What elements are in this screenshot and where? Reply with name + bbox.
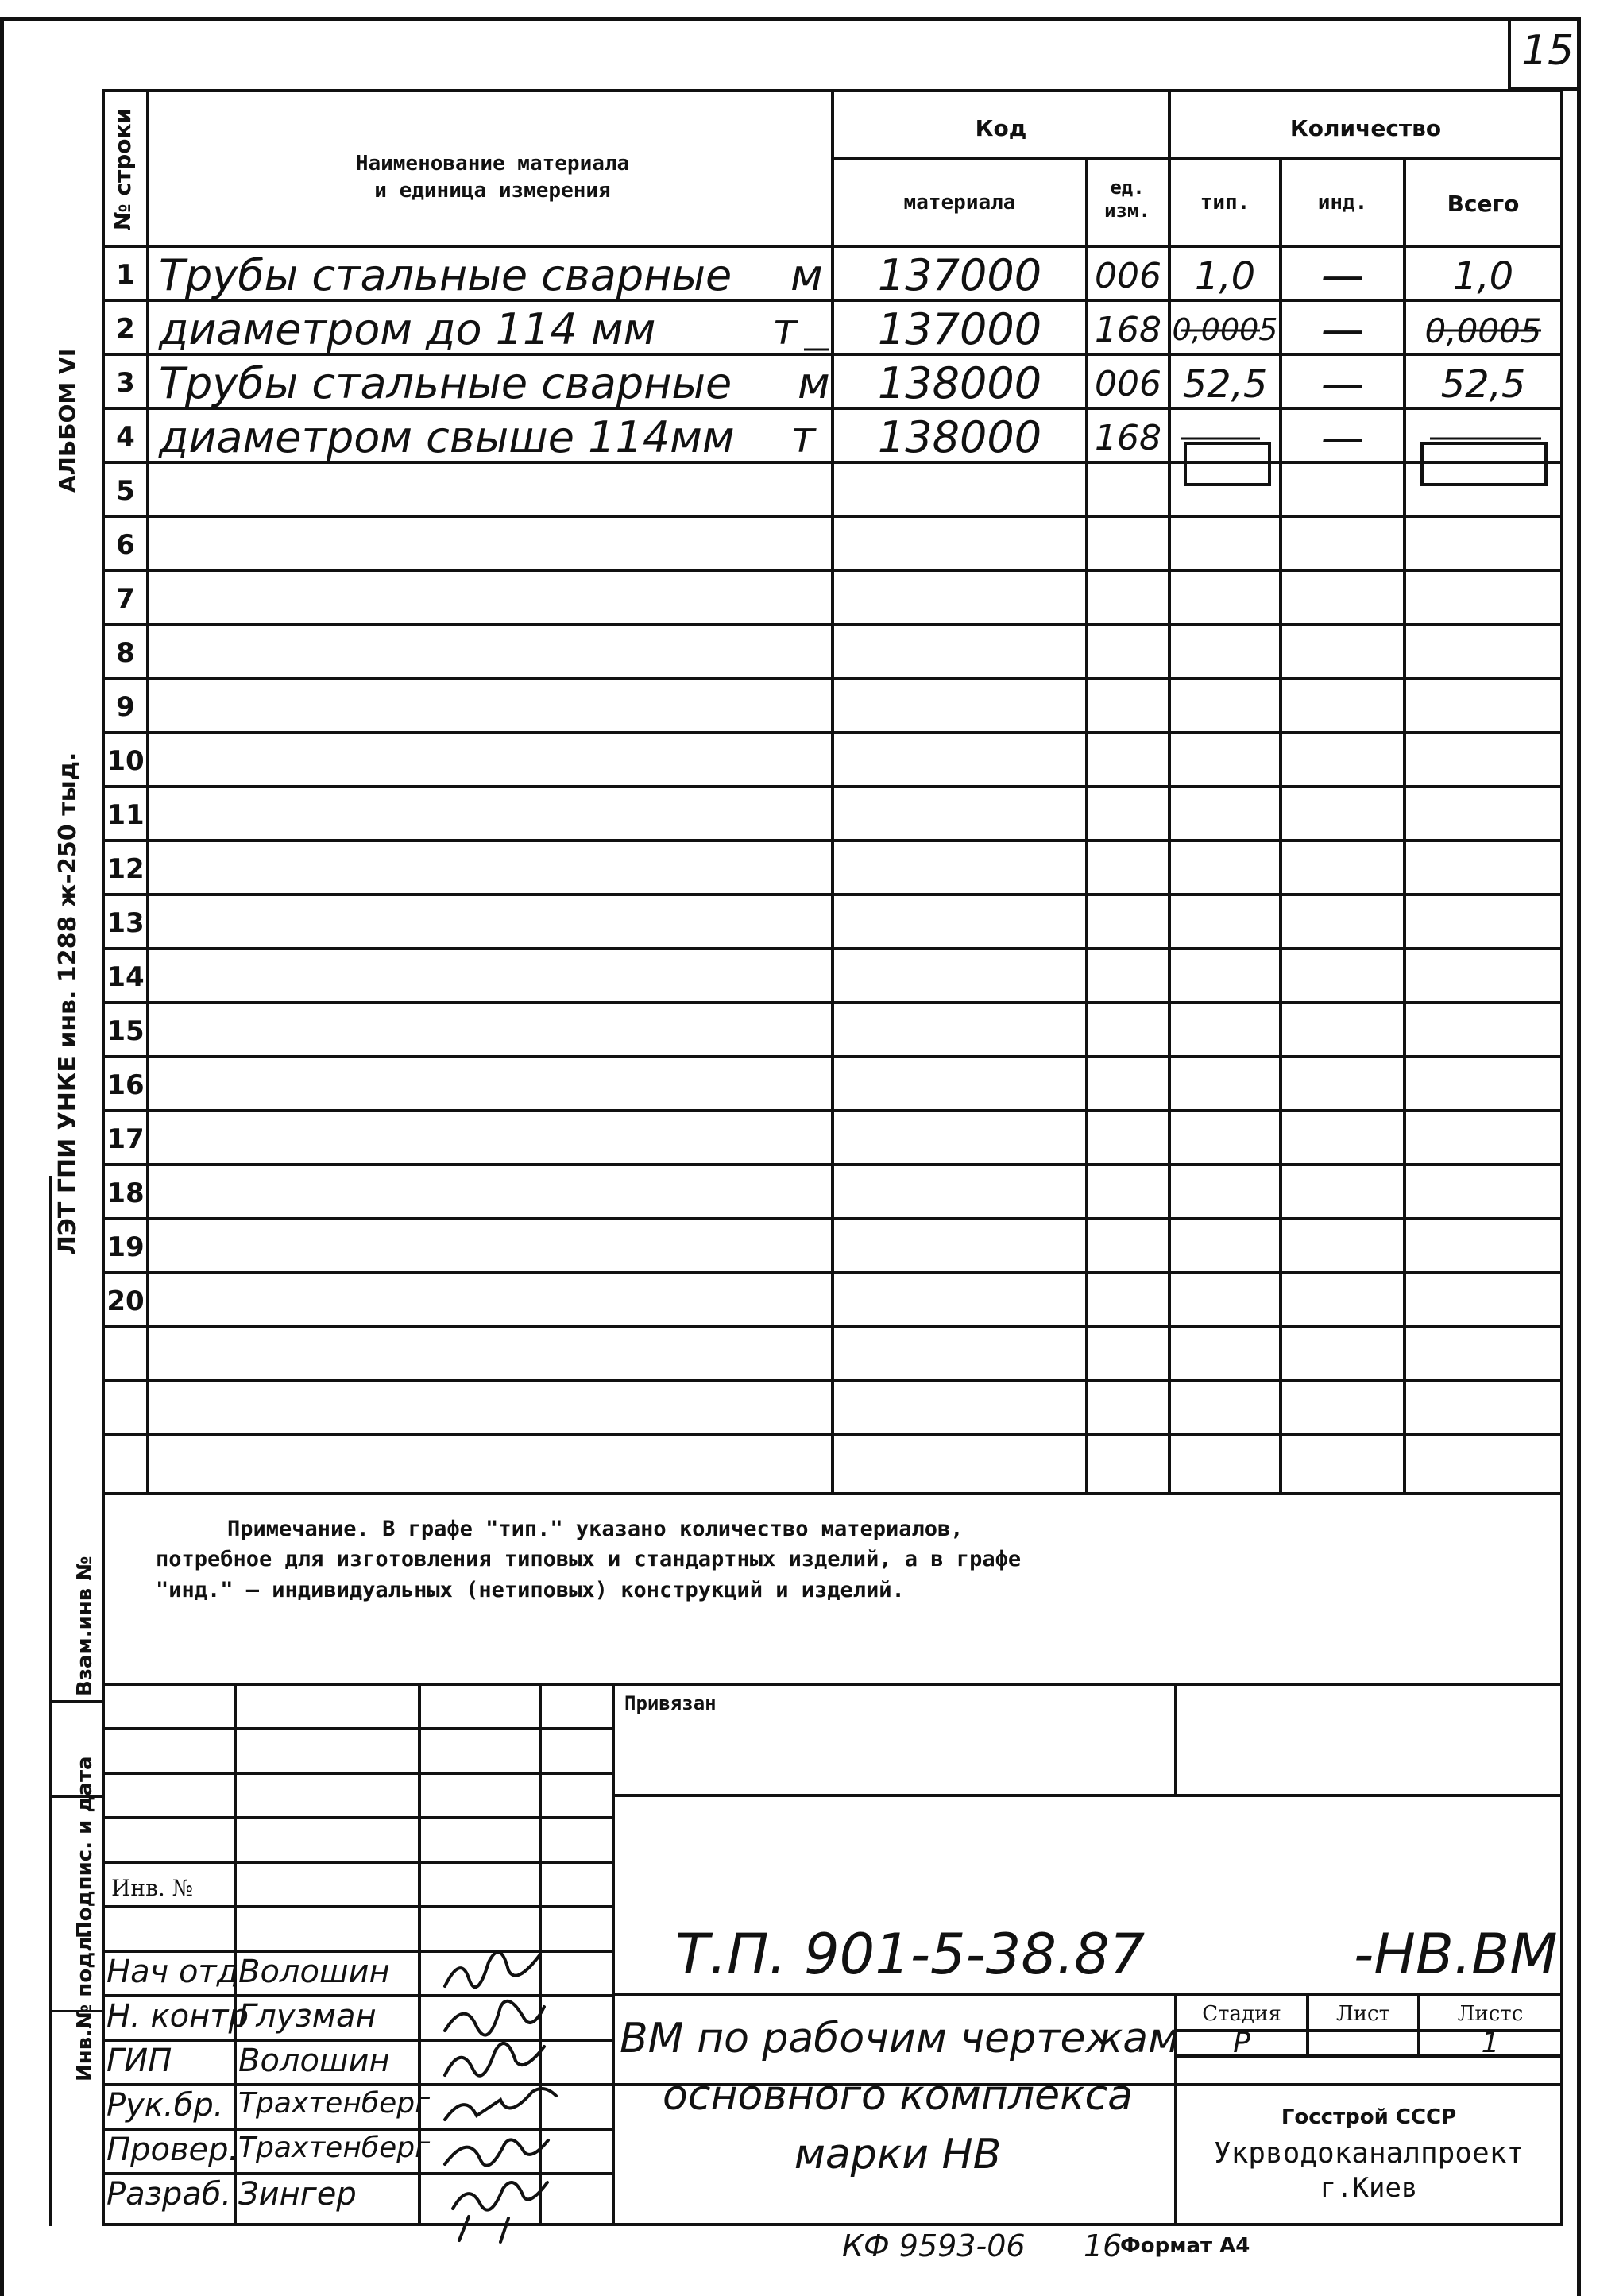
signer-name: Волошин <box>238 1954 390 1990</box>
listov-value: 1 <box>1481 2027 1500 2059</box>
row-3-ed: 006 <box>1095 364 1161 404</box>
signer-role: Провер. <box>106 2132 239 2168</box>
listov-label: Листс <box>1457 2002 1524 2026</box>
sidebar-album: АЛЬБОМ VI <box>54 348 80 493</box>
page-number: 15 <box>1521 27 1575 75</box>
row-4-material: 138000 <box>877 412 1042 462</box>
sidebar-inventory-stamp: ЛЭТ ГПИ УНКЕ инв. 1288 ж-250 тыд. <box>54 752 82 1255</box>
title-line-3: марки НВ <box>794 2131 1002 2178</box>
signer-role: ГИП <box>106 2043 172 2079</box>
signer-name: Трахтенберг <box>238 2087 430 2120</box>
footer-sheet: 16 <box>1084 2228 1123 2263</box>
doc-code: Т.П. 901-5-38.87 <box>675 1922 1146 1987</box>
inv-no-label: Инв. № <box>111 1875 194 1901</box>
header-kolichestvo: Количество <box>1289 115 1442 141</box>
sidebar-podpis: Подпис. и дата <box>73 1756 97 1938</box>
signer-name: Трахтенберг <box>238 2132 430 2164</box>
header-tip: тип. <box>1200 191 1250 215</box>
org-ukrvodokanal: Укрводоканалпроект <box>1213 2137 1524 2170</box>
signer-name: Волошин <box>238 2043 390 2079</box>
row-3-ind: — <box>1321 358 1364 408</box>
row-2-unit: т <box>772 304 798 354</box>
footer-code: КФ 9593-06 <box>842 2228 1026 2263</box>
header-name: Наименование материала и единица измерения <box>355 152 630 203</box>
row-number: 18 <box>106 1177 145 1209</box>
row-number: 4 <box>116 421 135 453</box>
row-1-tip: 1,0 <box>1194 254 1256 299</box>
row-number: 13 <box>106 907 145 939</box>
footer-format: Формат А4 <box>1120 2234 1250 2258</box>
header-row-number: № строки <box>110 107 136 230</box>
row-1-name: Трубы стальные сварные <box>159 250 732 300</box>
stadiya-label: Стадия <box>1202 2002 1281 2026</box>
row-4-name: диаметром свыше 114мм <box>159 412 735 462</box>
row-number: 7 <box>116 583 135 615</box>
header-material: материала <box>903 191 1016 215</box>
signer-name: Глузман <box>238 1998 377 2035</box>
sidebar-inv-podl: Инв.№ подл. <box>73 1928 97 2081</box>
row-number: 6 <box>116 529 135 561</box>
row-3-name: Трубы стальные сварные <box>159 358 732 408</box>
doc-suffix: -НВ.ВМ <box>1354 1922 1558 1987</box>
row-2-vsego: 0,0005 <box>1424 311 1542 350</box>
row-number: 3 <box>116 367 135 399</box>
row-4-ind: — <box>1321 412 1364 462</box>
row-number: 20 <box>106 1285 145 1317</box>
header-kod: Код <box>975 115 1027 141</box>
row-2-tip: 0,0005 <box>1172 312 1278 347</box>
row-number: 15 <box>106 1015 145 1047</box>
org-gosstroy: Госстрой СССР <box>1281 2105 1457 2129</box>
org-city: г.Киев <box>1320 2172 1418 2204</box>
row-number: 8 <box>116 637 135 669</box>
signer-role: Рук.бр. <box>106 2087 224 2124</box>
header-ed-izm: ед. изм. <box>1104 176 1150 222</box>
row-1-vsego: 1,0 <box>1452 254 1514 299</box>
sidebar-vzam: Взам.инв № <box>73 1556 97 1696</box>
row-3-vsego: 52,5 <box>1440 362 1526 407</box>
row-2-material: 137000 <box>877 304 1042 354</box>
signer-role: Н. контр <box>106 1998 249 2035</box>
row-number: 11 <box>106 799 145 831</box>
row-4-ed: 168 <box>1095 418 1161 458</box>
list-label: Лист <box>1336 2002 1390 2026</box>
row-number: 2 <box>116 313 135 345</box>
row-2-name: диаметром до 114 мм <box>159 304 656 354</box>
row-number: 17 <box>106 1123 145 1155</box>
header-ind: инд. <box>1317 191 1368 215</box>
row-1-material: 137000 <box>877 250 1042 300</box>
row-1-ed: 006 <box>1095 256 1161 296</box>
row-number: 9 <box>116 691 135 723</box>
row-3-tip: 52,5 <box>1182 362 1268 407</box>
title-line-1: ВМ по рабочим чертежам <box>620 2015 1180 2062</box>
row-number: 14 <box>106 961 145 993</box>
signer-name: Зингер <box>238 2176 357 2213</box>
note-text: Примечание. В графе "тип." указано количество материалов, потребное для изготовления типовых и стандартных изделий, а в графе "инд." — индивидуальных (нетиповых) конструкций и изделий. <box>156 1517 1022 1602</box>
row-number: 5 <box>116 475 135 507</box>
row-number: 10 <box>106 745 145 777</box>
header-vsego: Всего <box>1447 191 1520 217</box>
signer-role: Нач отд <box>106 1954 239 1990</box>
title-line-2: основного комплекса <box>663 2072 1133 2120</box>
row-number: 12 <box>106 853 145 885</box>
row-1-ind: — <box>1321 250 1364 300</box>
row-2-ind: — <box>1321 304 1364 354</box>
row-number: 19 <box>106 1231 145 1263</box>
privyazan-label: Привязан <box>624 1692 717 1714</box>
row-4-unit: т <box>790 412 816 462</box>
row-2-ed: 168 <box>1095 310 1161 350</box>
row-3-material: 138000 <box>877 358 1042 408</box>
row-1-unit: м <box>790 250 823 300</box>
row-number: 16 <box>106 1069 145 1101</box>
row-number: 1 <box>116 259 135 291</box>
stadiya-value: Р <box>1233 2027 1250 2059</box>
row-3-unit: м <box>798 358 830 408</box>
signer-role: Разраб. <box>106 2176 232 2213</box>
